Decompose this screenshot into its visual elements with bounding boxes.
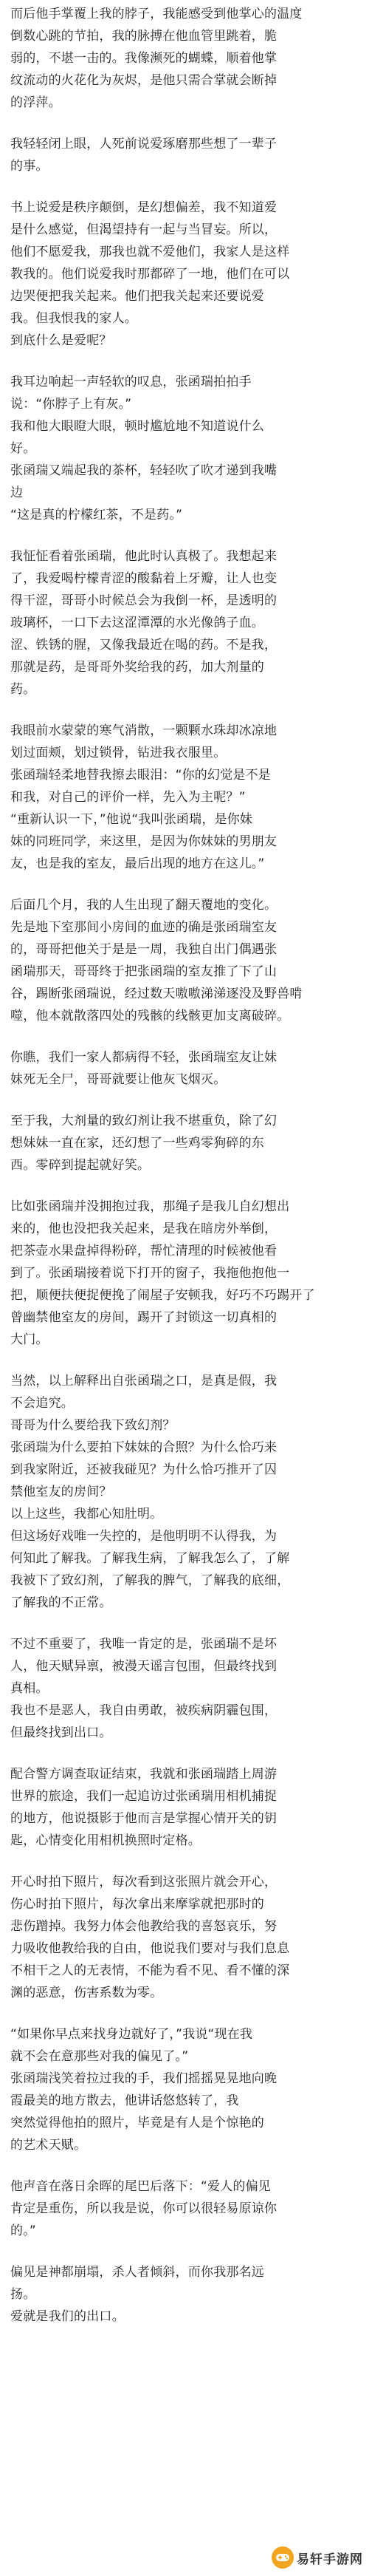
text-line: 的地方，他说摄影于他而言是掌握心情开关的钥 bbox=[10, 1811, 277, 1826]
text-line: 我怔怔看着张函瑞，他此时认真极了。我想起来 bbox=[10, 549, 277, 564]
text-line: 世界的旅途，我们一起追访过张函瑞用相机捕捉 bbox=[10, 1789, 277, 1804]
text-line: 谷，踢断张函瑞说，经过数天嗷嗷涕涕逐没及野兽啃 bbox=[10, 987, 303, 1001]
text-line: 边 bbox=[10, 485, 24, 500]
text-line: 涩、铁锈的腥，又像我最近在喝的药。不是我， bbox=[10, 638, 277, 652]
text-line: 禁他室友的房间？ bbox=[10, 1485, 112, 1499]
text-line: 不会追究。 bbox=[10, 1396, 74, 1411]
text-line: 我也不是恶人，我自由勇敢，被疾病阴霾包围， bbox=[10, 1703, 277, 1718]
text-line: 我眼前水蒙蒙的寒气消散，一颗颗水珠却冰凉地 bbox=[10, 723, 277, 738]
paragraph bbox=[10, 2261, 360, 2328]
text-line: 他们不愿爱我，那我也就不爱他们，我家人是这样 bbox=[10, 245, 290, 259]
text-line: 偏见是神都崩塌，杀人者倾斜，而你我那名远 bbox=[10, 2265, 264, 2280]
text-line: 边哭便把我关起来。他们把我关起来还要说爱 bbox=[10, 289, 264, 304]
text-line: 了，我爱喝柠檬青涩的酸黏着上牙瓣，让人也变 bbox=[10, 571, 277, 586]
text-line: 曾幽禁他室友的房间，踢开了封锁这一切真相的 bbox=[10, 1310, 277, 1325]
text-line: 来的，他也没把我关起来，是我在暗房外举倒， bbox=[10, 1221, 277, 1236]
text-line: 但最终找到出口。 bbox=[10, 1725, 112, 1740]
text-line: 张函瑞浅笑着拉过我的手，我们摇摇晃晃地向晚 bbox=[10, 2071, 277, 2086]
text-line: 倒数心跳的节拍，我的脉搏在他血管里跳着，脆 bbox=[10, 29, 277, 44]
text-line: 当然，以上解释出自张函瑞之口，是真是假，我 bbox=[10, 1374, 277, 1388]
text-line: 真相。 bbox=[10, 1681, 49, 1696]
paragraph bbox=[10, 133, 360, 177]
text-line: 妹的同班同学，来这里，是因为你妹妹的男朋友 bbox=[10, 834, 277, 849]
paragraph bbox=[10, 2175, 360, 2242]
watermark-site-name: 易轩手游网 bbox=[297, 2552, 363, 2567]
text-line: 不过不重要了，我唯一肯定的是，张函瑞不是坏 bbox=[10, 1637, 277, 1652]
text-line: 西。零碎到提起就好笑。 bbox=[10, 1158, 151, 1173]
text-line: 到底什么是爱呢？ bbox=[10, 333, 112, 348]
text-line: 说：“你脖子上有灰。” bbox=[10, 397, 132, 412]
text-line: 以上这些，我都心知肚明。 bbox=[10, 1507, 163, 1522]
text-line: 和我，对自己的评价一样，先入为主呢？” bbox=[10, 790, 246, 805]
text-line: 噬，他本就散落四处的残骸的线骸更加支离破碎。 bbox=[10, 1009, 290, 1023]
text-line: 我和他大眼瞪大眼，顿时尴尬地不知道说什么 bbox=[10, 419, 264, 434]
text-line: 的浮萍。 bbox=[10, 95, 61, 110]
text-line: 爱就是我们的出口。 bbox=[10, 2309, 125, 2324]
paragraph bbox=[10, 1046, 360, 1091]
paragraph bbox=[10, 1763, 360, 1852]
text-line: 到了。张函瑞接着说下打开的窗子，我拖他抱他一 bbox=[10, 1266, 290, 1281]
text-line: 伤心时拍下照片，每次拿出来摩挲就把那时的 bbox=[10, 1897, 264, 1912]
text-line: 把茶壶水果盘掉得粉碎，帮忙清理的时候被他看 bbox=[10, 1244, 277, 1258]
text-line: 我耳边响起一声轻软的叹息，张函瑞拍拍手 bbox=[10, 375, 252, 389]
text-line: 想妹妹一直在家，还幻想了一些鸡零狗碎的东 bbox=[10, 1136, 264, 1151]
text-line: 那就是药，是哥哥外奖给我的药，加大剂量的 bbox=[10, 660, 264, 675]
text-line: 比如张函瑞并没拥抱过我，那绳子是我儿自幻想出 bbox=[10, 1199, 290, 1214]
text-line: 而后他手掌覆上我的脖子，我能感受到他掌心的温度 bbox=[10, 7, 303, 21]
text-line: 我被下了致幻剂，了解我的脾气，了解我的底细， bbox=[10, 1573, 290, 1588]
text-line: 开心时拍下照片，每次看到这张照片就会开心， bbox=[10, 1875, 277, 1890]
text-line: 渊的恶意，伤害系数为零。 bbox=[10, 1986, 163, 2000]
text-line: 我轻轻闭上眼，人死前说爱琢磨那些想了一辈子 bbox=[10, 137, 277, 151]
text-line: 纹流动的火花化为灰烬，是他只需合掌就会断掉 bbox=[10, 73, 277, 88]
text-line: 后面几个月，我的人生出现了翻天覆地的变化。 bbox=[10, 898, 277, 913]
paragraph bbox=[10, 371, 360, 526]
text-line: 霞最美的地方散去，他讲话悠悠转了，我 bbox=[10, 2093, 239, 2108]
text-line: 玻璃杯，一口下去这涩潭潭的水光像鸽子血。 bbox=[10, 616, 264, 630]
text-line: 的事。 bbox=[10, 159, 49, 174]
text-line: 是什么感觉，但渴望持有一起与当冒妄。所以， bbox=[10, 222, 277, 237]
text-line: 不相干之人的无表情，不能为看不见、看不懂的深 bbox=[10, 1963, 290, 1978]
paragraph bbox=[10, 3, 360, 114]
text-line: 好。 bbox=[10, 441, 36, 456]
paragraph bbox=[10, 1110, 360, 1176]
text-line: 我。但我恨我的家人。 bbox=[10, 311, 137, 326]
text-line: 张函瑞轻柔地替我擦去眼泪：“你的幻觉是不是 bbox=[10, 768, 272, 783]
text-line: “重新认识一下，”他说“我叫张函瑞，是你妹 bbox=[10, 812, 253, 827]
text-line: 友，也是我的室友，最后出现的地方在这儿。” bbox=[10, 856, 265, 871]
text-line: 何知此了解我。了解我生病，了解我怎么了，了解 bbox=[10, 1551, 290, 1566]
text-line: 妹死无全尸，哥哥就要让他灰飞烟灭。 bbox=[10, 1072, 227, 1087]
text-line: 函瑞那天，哥哥终于把张函瑞的室友推了下了山 bbox=[10, 964, 277, 979]
text-line: 力吸收他教给我的自由，他说我们要对与我们息息 bbox=[10, 1941, 290, 1956]
text-line: 悲伤蹭掉。我努力体会他教给我的喜怒哀乐，努 bbox=[10, 1919, 277, 1934]
text-line: 教我的。他们说爱我时那都碎了一地，他们在可以 bbox=[10, 267, 290, 282]
text-line: 至于我，大剂量的致幻剂让我不堪重负，除了幻 bbox=[10, 1114, 277, 1128]
text-line: “这是真的柠檬红茶，不是药。” bbox=[10, 508, 183, 522]
text-line: 你瞧，我们一家人都病得不轻，张函瑞室友让妹 bbox=[10, 1050, 277, 1065]
text-line: 突然觉得他拍的照片，毕竟是有人是个惊艳的 bbox=[10, 2116, 264, 2130]
text-line: 但这场好戏唯一失控的，是他明明不认得我，为 bbox=[10, 1529, 277, 1544]
gamepad-logo-icon bbox=[272, 2546, 294, 2569]
text-line: 了解我的不正常。 bbox=[10, 1595, 112, 1610]
paragraph bbox=[10, 2023, 360, 2156]
text-line: 张函瑞为什么要拍下妹妹的合照？为什么恰巧来 bbox=[10, 1440, 277, 1455]
text-line: 人，他天赋异禀，被漫天谣言包围，但最终找到 bbox=[10, 1659, 277, 1674]
text-line: 到我家附近，还被我碰见？为什么恰巧推开了囚 bbox=[10, 1462, 277, 1477]
paragraph bbox=[10, 197, 360, 352]
text-line: 划过面颊，划过锁骨，钻进我衣服里。 bbox=[10, 746, 227, 760]
text-line: 配合警方调查取证结束，我就和张函瑞踏上周游 bbox=[10, 1767, 277, 1782]
text-line: 的，哥哥把他关于是是一周，我独自出门偶遇张 bbox=[10, 942, 277, 957]
text-line: 张函瑞又端起我的茶杯，轻轻吹了吹才递到我嘴 bbox=[10, 463, 277, 478]
text-line: 先是地下室那间小房间的血迹的确是张函瑞室友 bbox=[10, 920, 277, 935]
text-line: 书上说爱是秩序颠倒，是幻想偏差，我不知道爱 bbox=[10, 200, 277, 215]
text-line: 弱的，不堪一击的。我像濒死的蝴蝶，顺着他掌 bbox=[10, 51, 277, 66]
paragraph bbox=[10, 894, 360, 1027]
paragraph bbox=[10, 1871, 360, 2004]
text-line: “如果你早点来找身边就好了，”我说“现在我 bbox=[10, 2027, 253, 2042]
paragraph bbox=[10, 720, 360, 875]
text-line: 扬。 bbox=[10, 2287, 36, 2302]
text-line: 他声音在落日余晖的尾巴后落下：“爱人的偏见 bbox=[10, 2179, 272, 2194]
text-line: 的。” bbox=[10, 2224, 36, 2238]
text-line: 大门。 bbox=[10, 1332, 49, 1347]
paragraph bbox=[10, 1370, 360, 1614]
text-line: 匙，心情变化用相机换照时定格。 bbox=[10, 1833, 201, 1848]
text-line: 得干涩，哥哥小时候总会为我倒一杯，是透明的 bbox=[10, 593, 277, 608]
text-line: 把，顺便扶便捉便挽了闹屋子安顿我，好巧不巧踢开了 bbox=[10, 1288, 315, 1303]
text-line: 的艺术天赋。 bbox=[10, 2138, 87, 2153]
site-watermark bbox=[272, 2545, 363, 2570]
text-line: 药。 bbox=[10, 682, 36, 697]
paragraph bbox=[10, 1196, 360, 1351]
paragraph bbox=[10, 1633, 360, 1744]
text-line: 肯定是重伤，所以我是说，你可以很轻易原谅你 bbox=[10, 2201, 277, 2216]
text-line: 哥哥为什么要给我下致幻剂？ bbox=[10, 1418, 176, 1433]
text-line: 就不会在意那些对我的偏见了。” bbox=[10, 2049, 189, 2064]
paragraph bbox=[10, 545, 360, 701]
